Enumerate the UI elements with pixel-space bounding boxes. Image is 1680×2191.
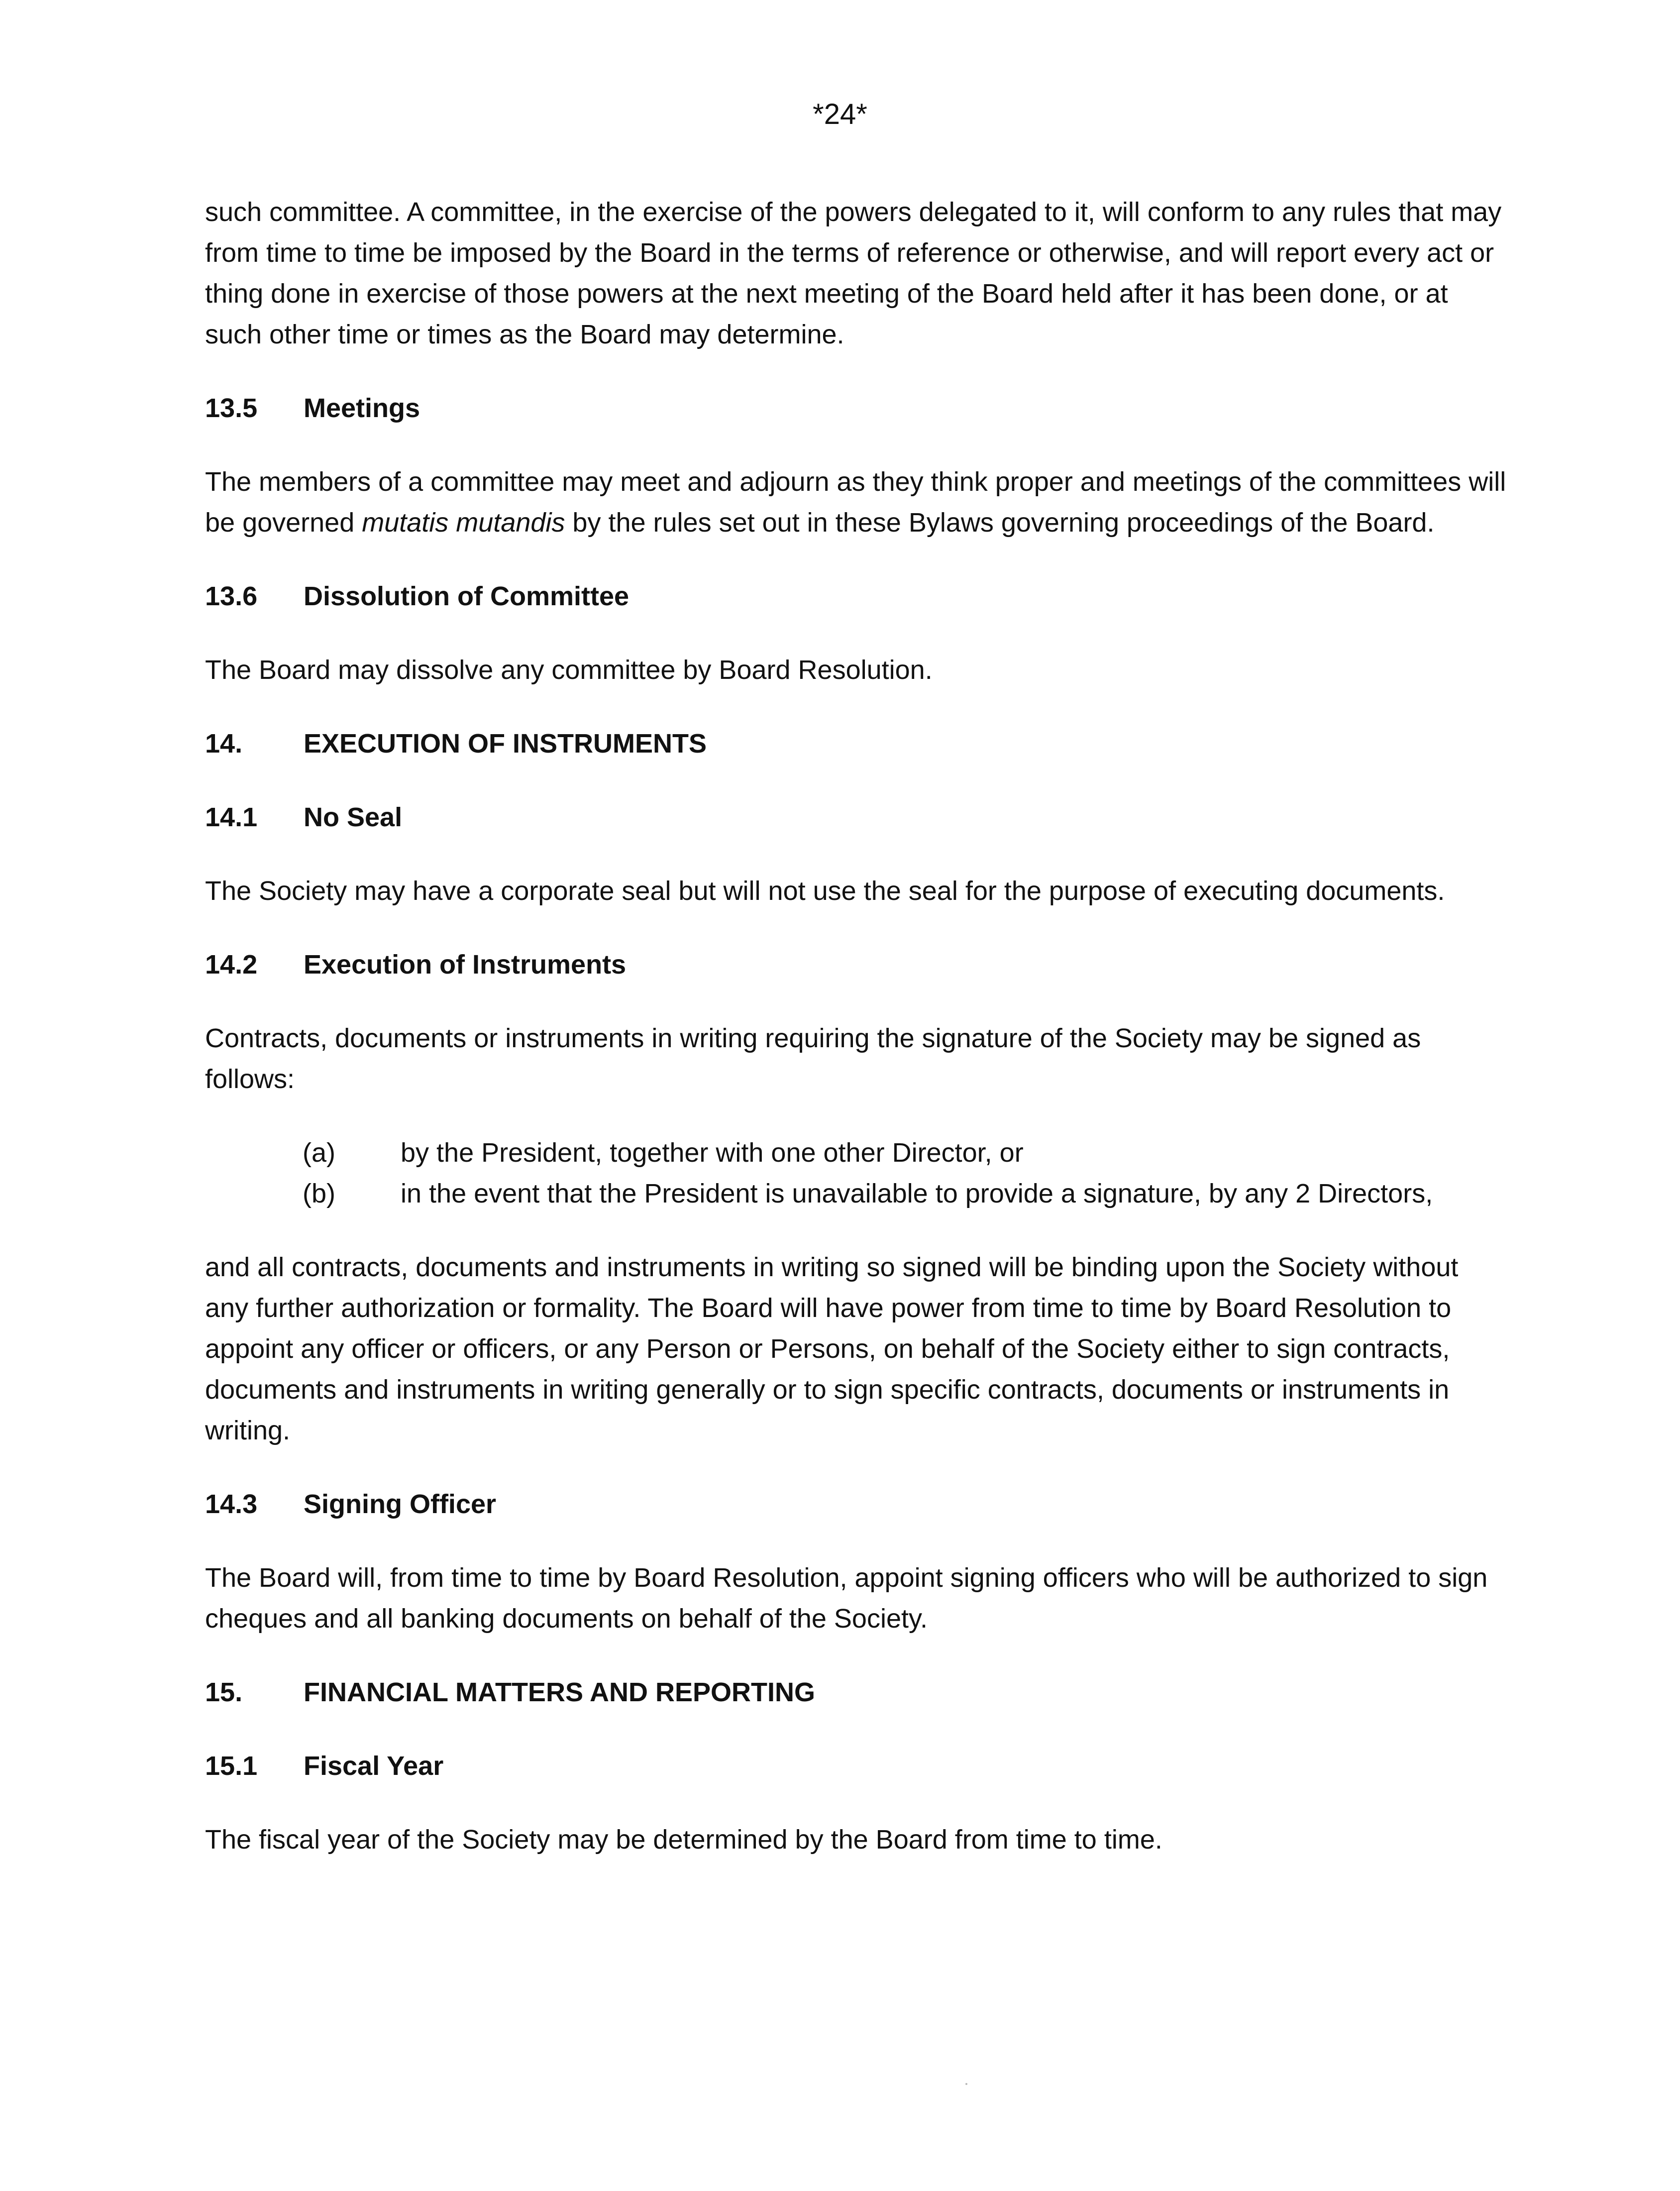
section-title: Fiscal Year [304,1751,444,1781]
section-number: 15.1 [205,1751,258,1781]
document-body [205,192,1509,1893]
section-14-1-heading [205,797,1509,838]
list-item [205,1173,1509,1214]
section-title: EXECUTION OF INSTRUMENTS [304,729,707,759]
section-title: Dissolution of Committee [304,581,630,611]
section-title: No Seal [304,802,403,832]
section-14-2-heading [205,944,1509,985]
section-title: Execution of Instruments [304,950,627,980]
signing-options-list [205,1132,1509,1214]
section-number: 14.2 [205,950,258,980]
intro-paragraph: such committee. A committee, in the exercise of the powers delegated to it, will conform to any rules that may from time to time be imposed by the Board in the terms of reference or otherwise, and will report every act or thing done in exercise of those powers at the next meeting of the Board held after it has been done, or at such other time or times as the Board may determine. [205,197,1502,349]
section-15-1-heading [205,1746,1509,1786]
paragraph-text: The members of a committee may meet and adjourn as they think proper and meetings of the committees will be governed [205,467,1506,538]
list-item-text: by the President, together with one other Director, or [401,1138,1024,1168]
list-marker: (b) [303,1179,335,1208]
section-number: 14. [205,729,243,759]
list-item [205,1132,1509,1173]
section-14-3-heading [205,1484,1509,1525]
section-15-heading [205,1672,1509,1713]
paragraph-text: by the rules set out in these Bylaws governing proceedings of the Board. [565,508,1435,538]
section-14-heading [205,723,1509,764]
section-13-6-heading [205,576,1509,617]
section-title: Signing Officer [304,1489,497,1519]
page-number: *24* [813,98,867,130]
section-14-3-paragraph: The Board will, from time to time by Board Resolution, appoint signing officers who will be authorized to sign cheques and all banking documents on behalf of the Society. [205,1563,1488,1634]
section-13-5-paragraph [205,461,1509,543]
section-number: 13.6 [205,581,258,611]
section-15-1-paragraph: The fiscal year of the Society may be determined by the Board from time to time. [205,1825,1162,1855]
section-13-5-heading [205,388,1509,429]
section-title: FINANCIAL MATTERS AND REPORTING [304,1677,815,1707]
section-14-2-paragraph: Contracts, documents or instruments in writing requiring the signature of the Society may be signed as follows: [205,1023,1421,1094]
list-marker: (a) [303,1138,335,1168]
section-14-1-paragraph: The Society may have a corporate seal but will not use the seal for the purpose of executing documents. [205,876,1445,906]
section-number: 13.5 [205,393,258,423]
section-number: 14.1 [205,802,258,832]
section-title: Meetings [304,393,420,423]
section-number: 15. [205,1677,243,1707]
scan-speck [965,2083,967,2085]
section-number: 14.3 [205,1489,258,1519]
latin-phrase: mutatis mutandis [362,508,565,538]
list-item-text: in the event that the President is unavailable to provide a signature, by any 2 Directors, [401,1179,1433,1208]
section-13-6-paragraph: The Board may dissolve any committee by Board Resolution. [205,655,933,685]
section-14-2-continuation: and all contracts, documents and instruments in writing so signed will be binding upon the Society without any further authorization or formality. The Board will have power from time to time by Board Resolution to appoint any officer or officers, or any Person or Persons, on behalf of the Society either to sign contracts, documents and instruments in writing generally or to sign specific contracts, documents or instruments in writing. [205,1252,1459,1445]
